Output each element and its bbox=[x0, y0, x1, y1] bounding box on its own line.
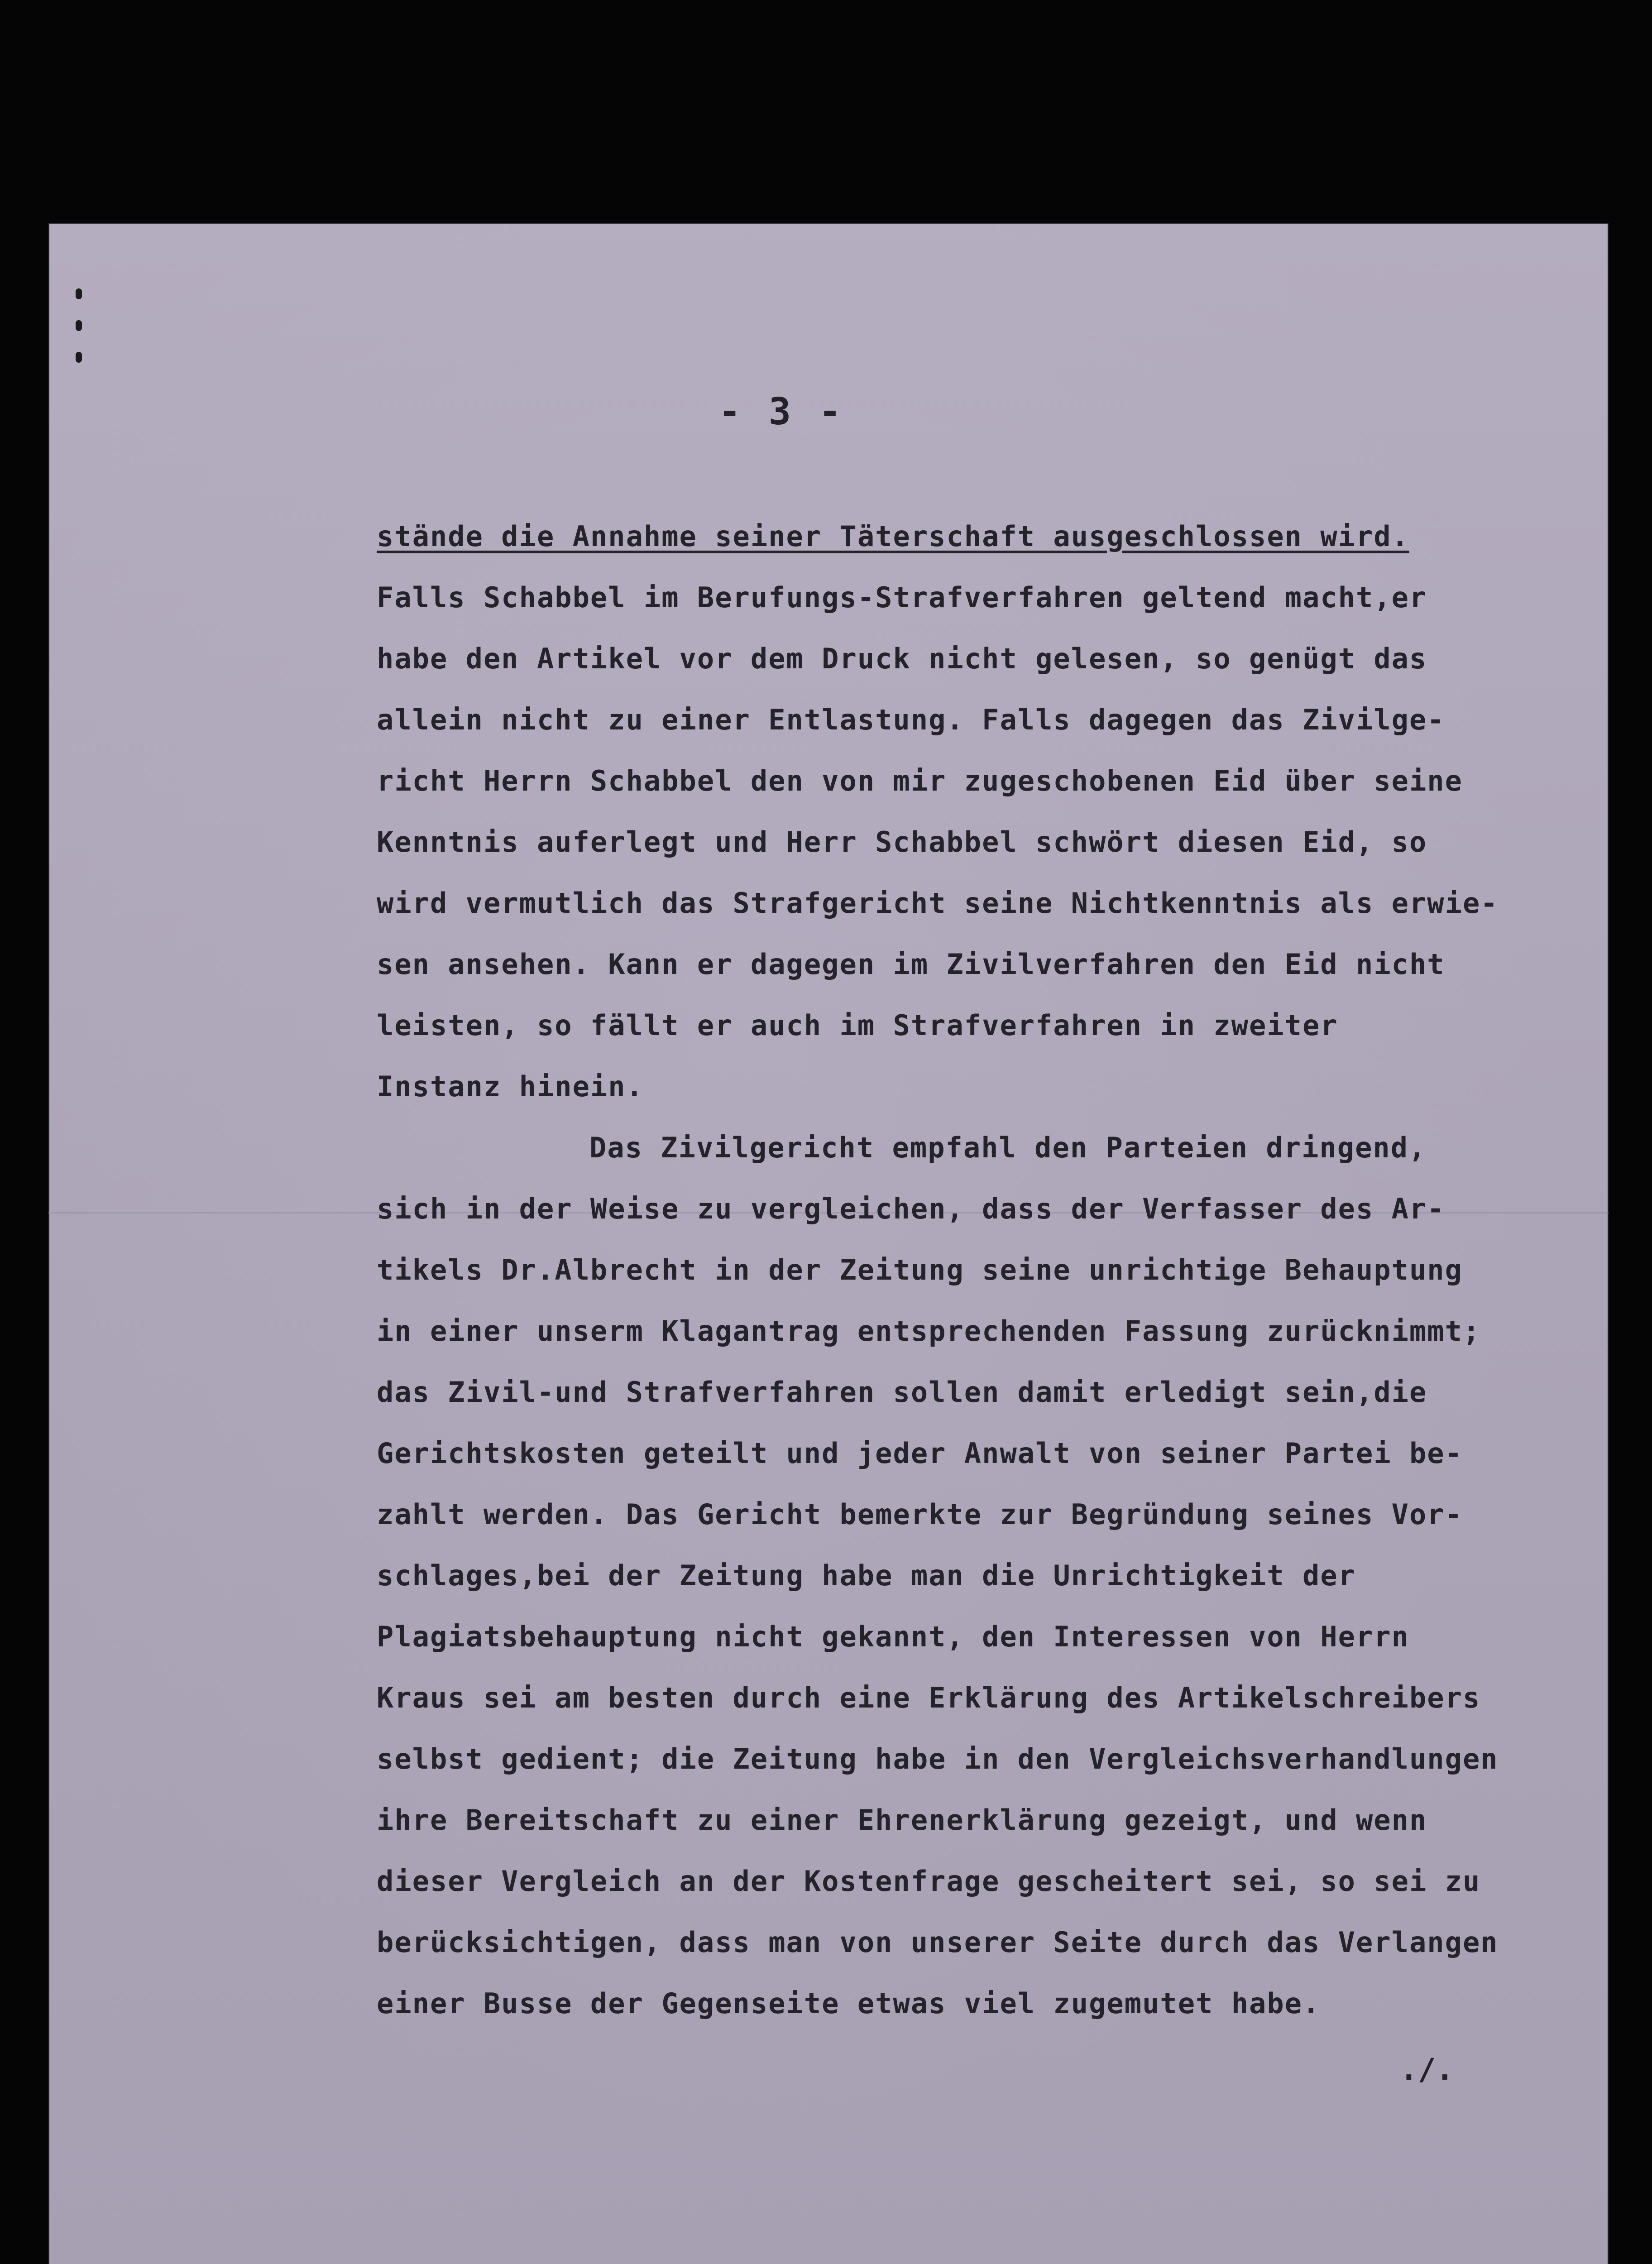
text-line: allein nicht zu einer Entlastung. Falls dagegen das Zivilge- bbox=[377, 703, 1445, 736]
text-line: Plagiatsbehauptung nicht gekannt, den Interessen von Herrn bbox=[377, 1620, 1409, 1653]
punch-hole bbox=[76, 352, 82, 363]
text-line: ihre Bereitschaft zu einer Ehrenerklärung gezeigt, und wenn bbox=[377, 1804, 1427, 1837]
text-line: wird vermutlich das Strafgericht seine Nichtkenntnis als erwie- bbox=[377, 887, 1499, 920]
text-line: dieser Vergleich an der Kostenfrage gescheitert sei, so sei zu bbox=[377, 1865, 1481, 1898]
text-line: Falls Schabbel im Berufungs-Strafverfahren geltend macht,er bbox=[377, 581, 1427, 614]
text-line: Kenntnis auferlegt und Herr Schabbel schwört diesen Eid, so bbox=[377, 825, 1427, 859]
text-line: sich in der Weise zu vergleichen, dass der Verfasser des Ar- bbox=[377, 1192, 1445, 1225]
text-line: das Zivil-und Strafverfahren sollen damit erledigt sein,die bbox=[377, 1376, 1427, 1409]
text-line: selbst gedient; die Zeitung habe in den Vergleichsverhandlungen bbox=[377, 1742, 1499, 1775]
text-line: zahlt werden. Das Gericht bemerkte zur Begründung seines Vor- bbox=[377, 1498, 1463, 1531]
continuation-mark: ./. bbox=[1400, 2052, 1454, 2087]
paragraph-start-line: Das Zivilgericht empfahl den Parteien dringend, bbox=[589, 1131, 1427, 1164]
text-line: tikels Dr.Albrecht in der Zeitung seine unrichtige Behauptung bbox=[377, 1253, 1463, 1286]
text-line: in einer unserm Klagantrag entsprechenden Fassung zurücknimmt; bbox=[377, 1314, 1481, 1348]
body-text bbox=[377, 506, 1599, 2034]
text-line: stände die Annahme seiner Täterschaft ausgeschlossen wird. bbox=[377, 520, 1409, 553]
text-line: berücksichtigen, dass man von unserer Seite durch das Verlangen bbox=[377, 1926, 1499, 1959]
text-line: leisten, so fällt er auch im Strafverfahren in zweiter bbox=[377, 1009, 1338, 1042]
text-line: Kraus sei am besten durch eine Erklärung des Artikelschreibers bbox=[377, 1681, 1481, 1714]
text-line: richt Herrn Schabbel den von mir zugeschobenen Eid über seine bbox=[377, 764, 1463, 797]
text-line: Instanz hinein. bbox=[377, 1070, 644, 1103]
text-line: schlages,bei der Zeitung habe man die Unrichtigkeit der bbox=[377, 1559, 1356, 1592]
text-line: habe den Artikel vor dem Druck nicht gelesen, so genügt das bbox=[377, 642, 1427, 675]
punch-hole bbox=[76, 320, 82, 331]
punch-hole bbox=[76, 288, 82, 299]
page-number: - 3 - bbox=[718, 390, 844, 433]
text-line: sen ansehen. Kann er dagegen im Zivilverfahren den Eid nicht bbox=[377, 948, 1445, 981]
document-page bbox=[48, 223, 1609, 2264]
text-line: einer Busse der Gegenseite etwas viel zugemutet habe. bbox=[377, 1987, 1321, 2020]
text-line: Gerichtskosten geteilt und jeder Anwalt von seiner Partei be- bbox=[377, 1437, 1463, 1470]
